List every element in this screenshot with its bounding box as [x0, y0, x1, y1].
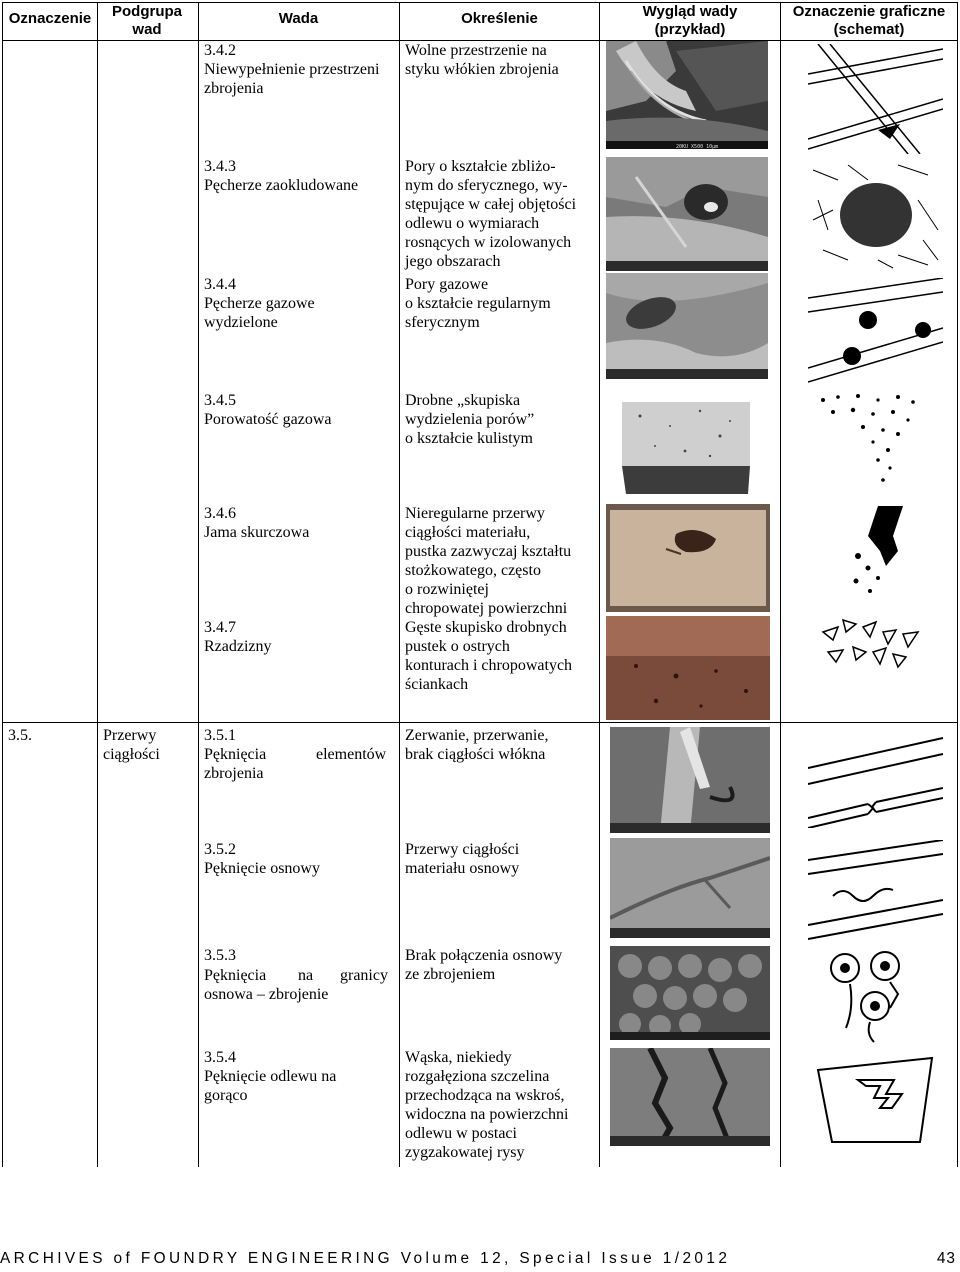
schema-dark-blob-among-fibers: [808, 160, 943, 270]
schema-fibers-with-round-pores: [808, 278, 943, 383]
column-divider: [599, 2, 600, 1167]
okreslenie-3-4-4: Pory gazowe o kształcie regularnym sferycznym: [405, 276, 551, 331]
group-divider: [2, 722, 958, 723]
schema-scattered-pores: [808, 392, 943, 497]
wada-3-5-3-word3: granicy: [340, 967, 388, 984]
header-oznaczenie: Oznaczenie: [8, 10, 92, 27]
page-number: 43: [936, 1250, 956, 1267]
table-border-right: [957, 2, 958, 1167]
header-wyglad: Wygląd wady (przykład): [642, 3, 738, 38]
wada-3-4-6: 3.4.6 Jama skurczowa: [204, 505, 310, 541]
group-name: Przerwy ciągłości: [103, 727, 160, 763]
wada-3-4-5: 3.4.5 Porowatość gazowa: [204, 392, 332, 428]
header-podgrupa: Podgrupa wad: [112, 3, 182, 38]
micrograph-occluded-pore: [606, 157, 768, 271]
column-divider: [97, 2, 98, 1167]
wada-3-5-1-code: 3.5.1: [204, 727, 236, 744]
schema-wavy-crack: [808, 840, 943, 940]
okreslenie-3-4-2: Wolne przestrzenie na styku włókien zbrojenia: [405, 42, 559, 78]
wada-3-4-2: 3.4.2 Niewypełnienie przestrzeni zbrojenia: [204, 42, 380, 97]
column-divider: [780, 2, 781, 1167]
schema-zigzag-crack-casting: [810, 1050, 940, 1148]
schema-crossed-fibers-gap: [808, 44, 943, 154]
column-divider: [198, 2, 199, 1167]
wada-3-4-3: 3.4.3 Pęcherze zaokludowane: [204, 158, 359, 194]
header-okreslenie: Określenie: [461, 10, 538, 27]
okreslenie-3-5-2: Przerwy ciągłości materiału osnowy: [405, 841, 520, 877]
wada-3-5-4: 3.5.4 Pęknięcie odlewu na gorąco: [204, 1049, 337, 1104]
schema-broken-fiber: [808, 728, 943, 828]
schema-triangular-voids: [808, 612, 943, 672]
column-divider: [399, 2, 400, 1167]
header-graficzne: Oznaczenie graficzne (schemat): [792, 3, 946, 38]
okreslenie-3-4-6: Nieregularne przerwy ciągłości materiału, pustka zazwyczaj kształtu stożkowatego, często o rozwiniętej chropowatej powierzchni: [405, 505, 572, 617]
okreslenie-3-5-3: Brak połączenia osnowy ze zbrojeniem: [405, 947, 563, 983]
wada-3-5-1-word2: elementów: [316, 746, 387, 763]
header-wada: Wada: [278, 10, 319, 27]
group-code: 3.5.: [8, 727, 32, 744]
micrograph-broken-fiber: [610, 727, 770, 833]
okreslenie-3-4-5: Drobne „skupiska wydzielenia porów” o kształcie kulistym: [405, 392, 535, 447]
okreslenie-3-5-1: Zerwanie, przerwanie, brak ciągłości włókna: [405, 727, 549, 763]
wada-3-5-1-word3: zbrojenia: [204, 765, 264, 782]
micrograph-hot-tear: [610, 1048, 770, 1146]
journal-footer: [0, 1250, 960, 1270]
micrograph-fiber-gap: [606, 41, 768, 149]
wada-3-5-3-word1: Pęknięcia: [204, 967, 267, 984]
wada-3-5-1-word1: Pęknięcia: [204, 746, 267, 763]
scale-label: 20KU X500 10µm: [676, 144, 719, 149]
okreslenie-3-5-4: Wąska, niekiedy rozgałęziona szczelina przechodząca na wskroś, widoczna na powierzchni odlewu w postaci zygzakowatej rysy: [405, 1049, 569, 1161]
wada-3-5-3-word4: osnowa – zbrojenie: [204, 986, 329, 1003]
schema-debonded-fibers: [820, 948, 930, 1044]
wada-3-4-4: 3.4.4 Pęcherze gazowe wydzielone: [204, 276, 315, 331]
wada-3-5-3-word2: na: [298, 967, 314, 984]
micrograph-fiber-section: [610, 946, 770, 1040]
micrograph-gas-pore: [606, 273, 768, 379]
okreslenie-3-4-3: Pory o kształcie zbliżo- nym do sferycznego, wy- stępujące w całej objętości odlewu o wymiarach rosnących w izolowanych jego obszarach: [405, 158, 577, 270]
photo-porous-surface: [606, 616, 770, 720]
wada-3-5-2: 3.5.2 Pęknięcie osnowy: [204, 841, 320, 877]
photo-porous-block: [620, 396, 752, 496]
wada-3-4-7: 3.4.7 Rzadzizny: [204, 619, 272, 655]
micrograph-matrix-crack: [610, 838, 770, 938]
table-border-left: [2, 2, 3, 1167]
photo-shrinkage-cavity: [606, 504, 770, 612]
wada-3-5-3-code: 3.5.3: [204, 947, 236, 964]
schema-cone-cavity: [808, 506, 943, 606]
journal-citation: ARCHIVES of FOUNDRY ENGINEERING Volume 12, Special Issue 1/2012: [0, 1250, 731, 1267]
okreslenie-3-4-7: Gęste skupisko drobnych pustek o ostrych konturach i chropowatych ściankach: [405, 619, 573, 693]
